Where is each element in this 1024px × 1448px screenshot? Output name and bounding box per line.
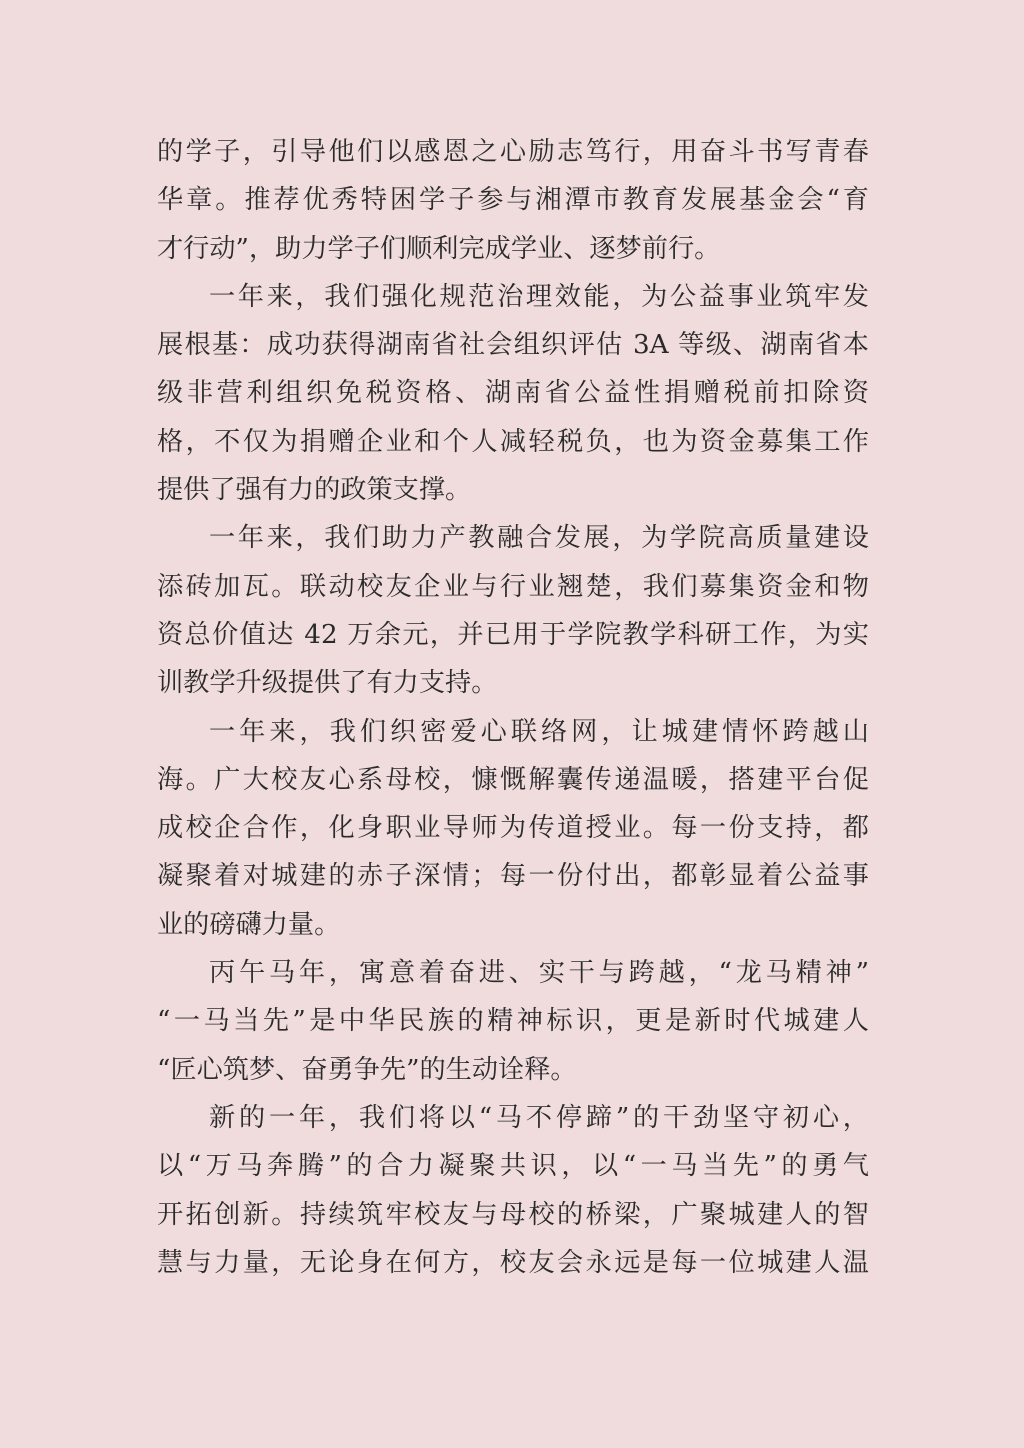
text-line: 慧与力量，无论身在何方，校友会永远是每一位城建人温 [157,1247,869,1278]
text-line: 成校企合作，化身职业导师为传道授业。每一份支持，都 [157,813,869,844]
text-line: 提供了强有力的政策支撑。 [157,475,472,506]
text-line: “匠心筑梦、奋勇争先”的生动诠释。 [157,1054,577,1085]
text-line: 才行动”，助力学子们顺利完成学业、逐梦前行。 [157,233,721,264]
paragraph-6 [157,1094,869,1287]
paragraph-3 [157,514,869,707]
text-line: 丙午马年，寓意着奋进、实干与跨越，“龙马精神” [209,958,869,989]
paragraph-4 [157,708,869,949]
text-line: 格，不仅为捐赠企业和个人减轻税负，也为资金募集工作 [157,426,869,457]
text-line: 以“万马奔腾”的合力凝聚共识，以“一马当先”的勇气 [157,1151,869,1182]
document-body [157,128,869,1287]
text-line: 华章。推荐优秀特困学子参与湘潭市教育发展基金会“育 [157,185,869,216]
text-line: 一年来，我们织密爱心联络网，让城建情怀跨越山 [209,716,869,747]
text-line: “一马当先”是中华民族的精神标识，更是新时代城建人 [157,1006,869,1037]
text-line: 级非营利组织免税资格、湖南省公益性捐赠税前扣除资 [157,378,869,409]
text-line: 资总价值达 42 万余元，并已用于学院教学科研工作，为实 [157,619,869,650]
paragraph-2 [157,273,869,514]
text-line: 业的磅礴力量。 [157,909,341,940]
paragraph-5 [157,949,869,1094]
text-line: 展根基：成功获得湖南省社会组织评估 3A 等级、湖南省本 [157,330,869,361]
text-line: 凝聚着对城建的赤子深情；每一份付出，都彰显着公益事 [157,861,869,892]
text-line: 新的一年，我们将以“马不停蹄”的干劲坚守初心， [209,1102,869,1133]
text-line: 添砖加瓦。联动校友企业与行业翘楚，我们募集资金和物 [157,571,869,602]
text-line: 一年来，我们强化规范治理效能，为公益事业筑牢发 [209,281,869,312]
paragraph-1 [157,128,869,273]
text-line: 一年来，我们助力产教融合发展，为学院高质量建设 [209,523,869,554]
text-line: 海。广大校友心系母校，慷慨解囊传递温暖，搭建平台促 [157,764,869,795]
text-line: 训教学升级提供了有力支持。 [157,668,498,699]
text-line: 开拓创新。持续筑牢校友与母校的桥梁，广聚城建人的智 [157,1199,869,1230]
text-line: 的学子，引导他们以感恩之心励志笃行，用奋斗书写青春 [157,137,869,167]
